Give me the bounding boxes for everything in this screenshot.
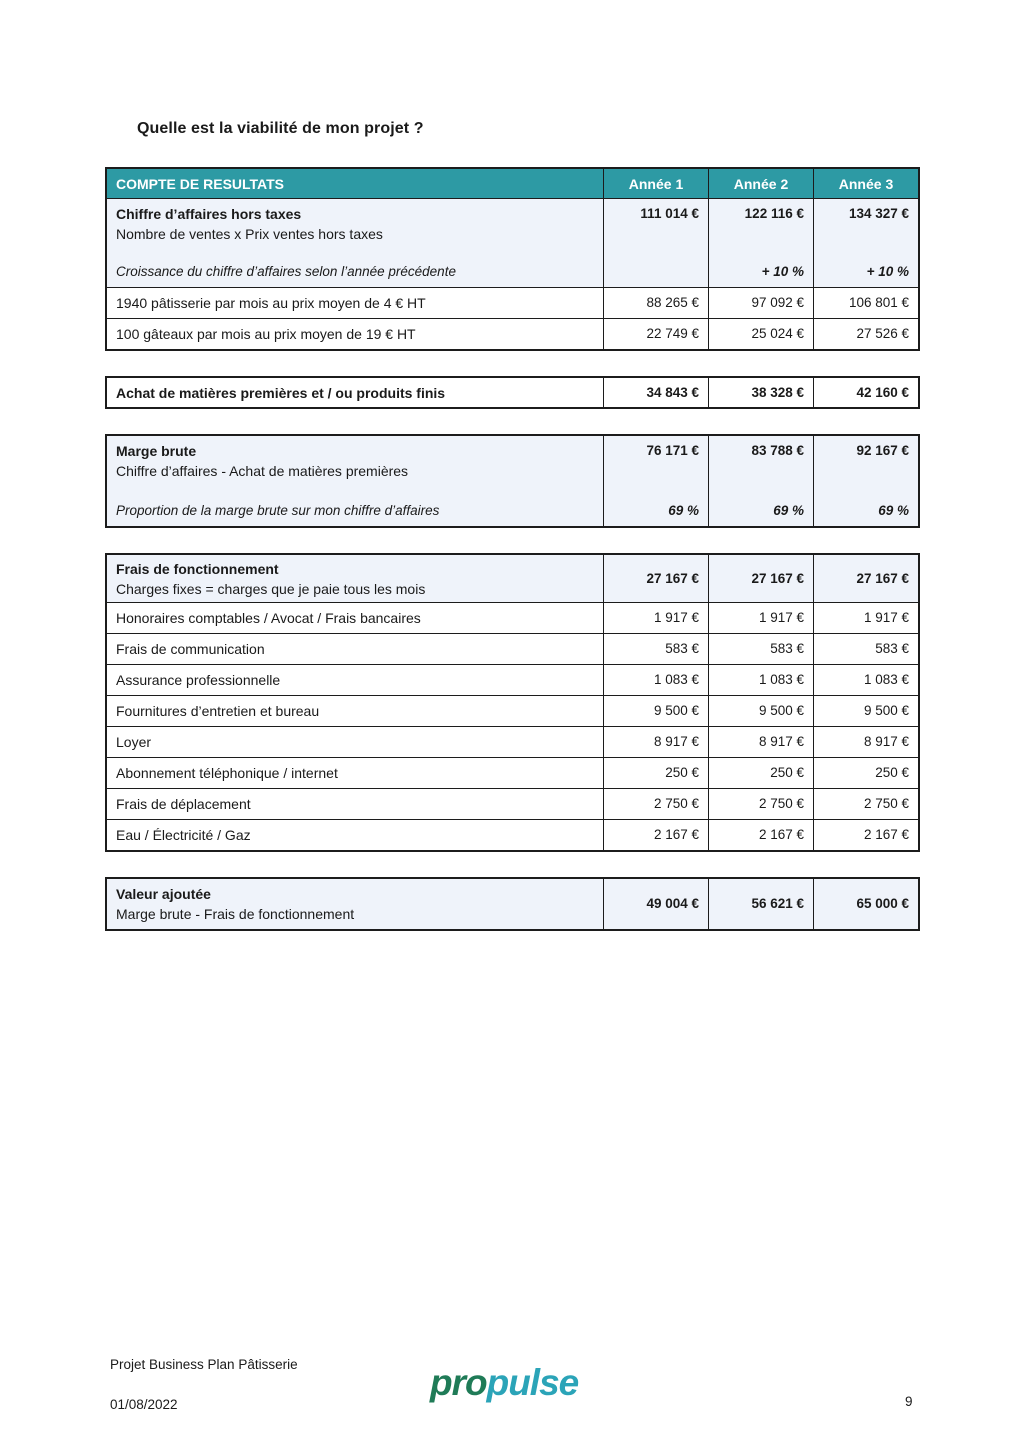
value-cell — [708, 696, 813, 726]
value-cell — [813, 727, 918, 757]
value-cell — [603, 378, 708, 407]
label-cell — [107, 378, 603, 407]
text-line: 42 160 € — [856, 384, 909, 400]
text-line: 97 092 € — [751, 295, 804, 310]
label-cell — [107, 665, 603, 695]
value-cell — [708, 555, 813, 602]
value-cell — [708, 169, 813, 198]
value-cell — [603, 820, 708, 850]
label-cell — [107, 199, 603, 287]
text-line: Fournitures d’entretien et bureau — [116, 703, 320, 719]
text-line: 2 167 € — [758, 827, 804, 842]
value-cell — [603, 555, 708, 602]
value-cell — [708, 727, 813, 757]
value-cell — [813, 696, 918, 726]
value-cell — [603, 727, 708, 757]
text-line: 69 % — [878, 503, 909, 518]
text-line: Loyer — [116, 734, 152, 750]
text-line: 49 004 € — [646, 896, 699, 911]
label-cell — [107, 758, 603, 788]
text-line: Valeur ajoutée — [116, 886, 211, 902]
data-row-eau-electricite — [107, 819, 918, 850]
text-line: 1940 pâtisserie par mois au prix moyen de 4 € HT — [116, 295, 426, 311]
value-cell — [708, 789, 813, 819]
section-row-chiffre-affaires — [107, 198, 918, 287]
text-line: 56 621 € — [751, 896, 804, 911]
text-line: 1 917 € — [863, 610, 909, 625]
text-line: 1 083 € — [758, 672, 804, 687]
text-line: Achat de matières premières et / ou produits finis — [116, 384, 446, 401]
table-block — [105, 553, 920, 852]
logo-text-pulse: pulse — [486, 1362, 579, 1403]
text-line: Frais de fonctionnement — [116, 560, 279, 577]
text-line: 9 500 € — [653, 703, 699, 718]
data-row-communication — [107, 633, 918, 664]
value-cell — [603, 199, 708, 287]
text-line: 250 € — [665, 765, 699, 780]
text-line: 92 167 € — [856, 443, 909, 458]
value-cell — [708, 603, 813, 633]
text-line: 76 171 € — [646, 443, 699, 458]
text-line: Chiffre d’affaires - Achat de matières premières — [116, 463, 409, 479]
text-line: 34 843 € — [646, 384, 699, 400]
label-cell — [107, 603, 603, 633]
text-line: 134 327 € — [848, 206, 909, 221]
text-line: Année 2 — [733, 175, 789, 192]
text-line: 69 % — [773, 503, 804, 518]
value-cell — [813, 319, 918, 349]
results-table — [105, 167, 920, 956]
value-cell — [603, 758, 708, 788]
data-row-deplacement — [107, 788, 918, 819]
value-cell — [813, 436, 918, 526]
text-line: + 10 % — [761, 264, 804, 279]
text-line: 583 € — [875, 641, 909, 656]
text-line: 8 917 € — [653, 734, 699, 749]
label-cell — [107, 169, 603, 198]
value-cell — [708, 288, 813, 318]
text-line: Honoraires comptables / Avocat / Frais bancaires — [116, 610, 421, 626]
text-line: 583 € — [770, 641, 804, 656]
text-line: Marge brute - Frais de fonctionnement — [116, 906, 355, 922]
value-cell — [813, 169, 918, 198]
value-cell — [708, 758, 813, 788]
text-line: 22 749 € — [646, 326, 699, 341]
value-cell — [813, 820, 918, 850]
text-line: Proportion de la marge brute sur mon chiffre d’affaires — [116, 503, 440, 518]
label-cell — [107, 436, 603, 526]
text-line: Année 3 — [838, 175, 894, 192]
value-cell — [708, 378, 813, 407]
table-block — [105, 434, 920, 528]
text-line: 65 000 € — [856, 896, 909, 911]
text-line: Année 1 — [628, 175, 684, 192]
value-cell — [603, 169, 708, 198]
text-line: Frais de déplacement — [116, 796, 251, 812]
table-block — [105, 877, 920, 931]
text-line: COMPTE DE RESULTATS — [116, 175, 284, 192]
label-cell — [107, 319, 603, 349]
label-cell — [107, 634, 603, 664]
text-line: 100 gâteaux par mois au prix moyen de 19 € HT — [116, 326, 416, 342]
page-title: Quelle est la viabilité de mon projet ? — [137, 120, 424, 137]
value-cell — [603, 634, 708, 664]
data-row-gateaux — [107, 318, 918, 349]
data-row-loyer — [107, 726, 918, 757]
text-line: 9 500 € — [863, 703, 909, 718]
text-line: Abonnement téléphonique / internet — [116, 765, 338, 781]
text-line: 27 167 € — [751, 570, 804, 586]
text-line: 1 083 € — [653, 672, 699, 687]
text-line: 8 917 € — [758, 734, 804, 749]
text-line: 1 917 € — [758, 610, 804, 625]
value-cell — [813, 199, 918, 287]
text-line: Marge brute — [116, 443, 197, 459]
label-cell — [107, 789, 603, 819]
text-line: Eau / Électricité / Gaz — [116, 827, 251, 843]
value-cell — [708, 879, 813, 929]
text-line: 69 % — [668, 503, 699, 518]
value-cell — [603, 288, 708, 318]
label-cell — [107, 727, 603, 757]
text-line: 2 750 € — [863, 796, 909, 811]
value-cell — [813, 555, 918, 602]
data-row-honoraires — [107, 602, 918, 633]
value-cell — [708, 199, 813, 287]
text-line: 83 788 € — [751, 443, 804, 458]
text-line: Charges fixes = charges que je paie tous les mois — [116, 580, 426, 597]
text-line: Chiffre d’affaires hors taxes — [116, 206, 302, 222]
page-number: 9 — [905, 1394, 913, 1409]
propulse-logo — [430, 1362, 578, 1404]
value-cell — [603, 789, 708, 819]
value-cell — [603, 665, 708, 695]
value-cell — [813, 879, 918, 929]
label-cell — [107, 288, 603, 318]
text-line: Frais de communication — [116, 641, 265, 657]
value-cell — [813, 634, 918, 664]
text-line: Croissance du chiffre d’affaires selon l’année précédente — [116, 264, 456, 279]
data-row-patisserie — [107, 287, 918, 318]
data-row-assurance — [107, 664, 918, 695]
text-line: 2 750 € — [653, 796, 699, 811]
text-line: 27 526 € — [856, 326, 909, 341]
text-line: 106 801 € — [848, 295, 909, 310]
value-cell — [813, 603, 918, 633]
text-line: 2 167 € — [863, 827, 909, 842]
table-header-row — [107, 169, 918, 198]
value-cell — [813, 758, 918, 788]
text-line: Nombre de ventes x Prix ventes hors taxes — [116, 226, 383, 242]
text-line: 583 € — [665, 641, 699, 656]
value-cell — [813, 789, 918, 819]
text-line: 111 014 € — [640, 206, 699, 221]
section-row-valeur-ajoutee — [107, 879, 918, 929]
label-cell — [107, 879, 603, 929]
text-line: 9 500 € — [758, 703, 804, 718]
value-cell — [813, 378, 918, 407]
text-line: 2 167 € — [653, 827, 699, 842]
text-line: Assurance professionnelle — [116, 672, 281, 688]
value-cell — [708, 634, 813, 664]
logo-text-pro: pro — [430, 1362, 487, 1403]
value-cell — [813, 288, 918, 318]
section-row-frais-fonctionnement — [107, 555, 918, 602]
spacer — [116, 244, 594, 262]
text-line: 1 917 € — [653, 610, 699, 625]
value-cell — [708, 319, 813, 349]
value-cell — [708, 665, 813, 695]
text-line: 38 328 € — [751, 384, 804, 400]
table-block — [105, 376, 920, 409]
value-cell — [708, 820, 813, 850]
text-line: 25 024 € — [751, 326, 804, 341]
label-cell — [107, 555, 603, 602]
data-row-fournitures — [107, 695, 918, 726]
text-line: 250 € — [875, 765, 909, 780]
value-cell — [708, 436, 813, 526]
text-line: 8 917 € — [863, 734, 909, 749]
section-row-marge-brute — [107, 436, 918, 526]
spacer — [116, 481, 594, 501]
text-line: 250 € — [770, 765, 804, 780]
value-cell — [603, 436, 708, 526]
text-line: 122 116 € — [744, 206, 804, 221]
label-cell — [107, 696, 603, 726]
footer-date: 01/08/2022 — [110, 1397, 178, 1412]
table-block — [105, 167, 920, 351]
value-cell — [603, 879, 708, 929]
text-line: 1 083 € — [863, 672, 909, 687]
label-cell — [107, 820, 603, 850]
text-line: 27 167 € — [646, 570, 699, 586]
text-line: + 10 % — [866, 264, 909, 279]
value-cell — [603, 319, 708, 349]
footer-project-name: Projet Business Plan Pâtisserie — [110, 1357, 298, 1372]
value-cell — [603, 603, 708, 633]
text-line: 2 750 € — [758, 796, 804, 811]
value-cell — [603, 696, 708, 726]
text-line: 27 167 € — [856, 570, 909, 586]
data-row-abonnement — [107, 757, 918, 788]
value-cell — [813, 665, 918, 695]
data-row-achat-matieres — [107, 378, 918, 407]
text-line: 88 265 € — [646, 295, 699, 310]
